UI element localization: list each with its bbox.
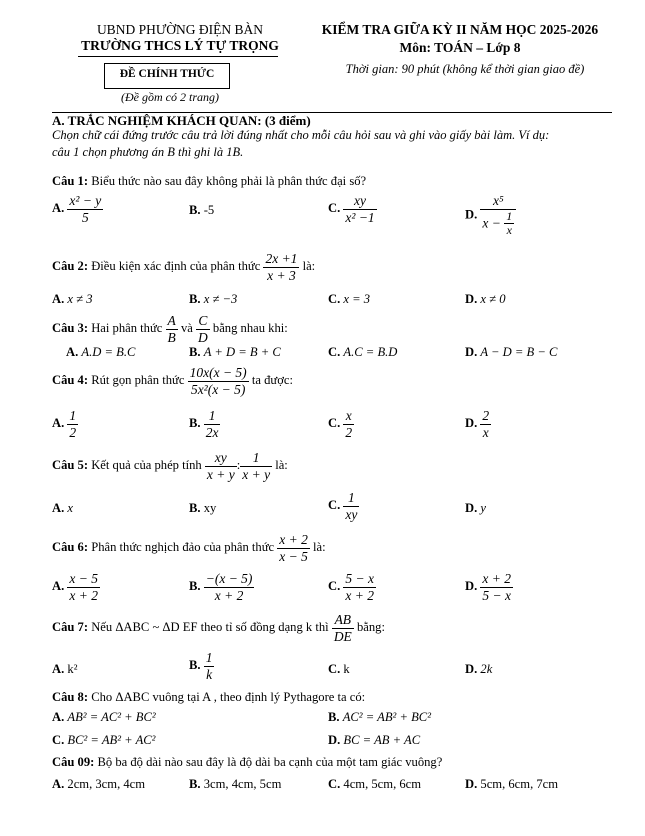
q4-c-den: 2: [345, 424, 353, 440]
q7-b-num: 1: [205, 650, 213, 665]
q6-d-den: 5 − x: [482, 587, 512, 603]
q3-option-b: [189, 345, 281, 360]
q2-b-label: B.: [189, 292, 201, 306]
q7-frac-den: DE: [333, 628, 352, 644]
q9-option-c: [328, 777, 421, 792]
q4-option-b: [189, 408, 220, 440]
q7-option-b: [189, 650, 214, 682]
q8-d-text: BC = AB + AC: [343, 733, 421, 747]
question-2: [52, 251, 315, 283]
time-line: Thời gian: 90 phút (không kể thời gian giao đề): [345, 62, 585, 76]
question-8: [52, 690, 365, 705]
q3-f1-num: A: [167, 313, 176, 328]
q8-b-text: AC² = AB² + BC²: [342, 710, 431, 724]
q5-a-text: x: [67, 501, 73, 515]
q9-d-text: 5cm, 6cm, 7cm: [480, 777, 559, 791]
q6-option-a: [52, 571, 100, 603]
question-1: [52, 174, 366, 189]
question-5: [52, 450, 288, 482]
q9-option-d: [465, 777, 558, 792]
q3-tail: bằng nhau khi:: [212, 320, 288, 335]
q3-a-text: A.D = B.C: [81, 345, 136, 359]
q5-d-text: y: [480, 501, 486, 515]
q1-d-inner-num: 1: [506, 208, 513, 223]
q2-a-text: x ≠ 3: [67, 292, 93, 306]
q7-d-label: D.: [465, 662, 478, 676]
q3-b-label: B.: [189, 345, 201, 359]
q4-b-den: 2x: [205, 424, 219, 440]
q6-option-d: [465, 571, 513, 603]
q4-b-num: 1: [204, 408, 221, 425]
q1-c-label: C.: [328, 200, 341, 215]
q1-option-d: [465, 193, 516, 238]
q7-c-text: k: [343, 662, 350, 676]
q3-option-d: [465, 345, 557, 360]
school-name: TRƯỜNG THCS LÝ TỰ TRỌNG: [81, 38, 279, 53]
q1-d-num: x⁵: [480, 193, 516, 210]
q1-a-label: A.: [52, 200, 65, 215]
q1-option-b: [189, 203, 214, 218]
q3-text: Hai phân thức: [91, 320, 163, 335]
q4-b-label: B.: [189, 415, 201, 430]
q6-frac-den: x − 5: [279, 548, 308, 564]
q7-b-label: B.: [189, 657, 201, 672]
question-6: [52, 532, 326, 564]
q5-f2-den: x + y: [242, 466, 271, 482]
q2-c-text: x = 3: [343, 292, 371, 306]
q5-a-label: A.: [52, 501, 65, 515]
q9-b-label: B.: [189, 777, 201, 791]
q8-option-a: [52, 710, 156, 725]
q5-b-label: B.: [189, 501, 201, 515]
q4-d-den: x: [482, 424, 489, 440]
q9-d-label: D.: [465, 777, 478, 791]
q7-frac-num: AB: [332, 612, 354, 629]
q6-frac-num: x + 2: [279, 532, 308, 547]
q9-a-text: 2cm, 3cm, 4cm: [67, 777, 146, 791]
subject-line: Môn: TOÁN – Lớp 8: [399, 40, 521, 55]
q8-a-text: AB² = AC² + BC²: [67, 710, 156, 724]
q5-option-c: [328, 490, 359, 522]
q3-c-label: C.: [328, 345, 341, 359]
pages-note: (Đề gồm có 2 trang): [121, 90, 219, 104]
q4-option-a: [52, 408, 78, 440]
q8-option-b: [328, 710, 431, 725]
q1-c-num: xy: [343, 193, 376, 210]
q3-option-a: [66, 345, 135, 360]
q2-d-label: D.: [465, 292, 478, 306]
q1-b-label: B.: [189, 203, 201, 217]
q3-d-label: D.: [465, 345, 478, 359]
q4-a-label: A.: [52, 415, 65, 430]
q5-f1-num: xy: [205, 450, 237, 467]
q5-label: Câu 5:: [52, 457, 89, 472]
q6-label: Câu 6:: [52, 539, 89, 554]
q4-text: Rút gọn phân thức: [91, 372, 185, 387]
q4-label: Câu 4:: [52, 372, 89, 387]
q4-frac-den: 5x²(x − 5): [190, 381, 246, 397]
question-3: [52, 313, 288, 345]
q9-b-text: 3cm, 4cm, 5cm: [203, 777, 282, 791]
q4-c-num: x: [343, 408, 354, 425]
q7-a-label: A.: [52, 662, 65, 676]
q1-d-den-pre: x −: [482, 214, 501, 230]
q1-label: Câu 1:: [52, 174, 89, 188]
q2-c-label: C.: [328, 292, 341, 306]
q4-frac-num: 10x(x − 5): [189, 365, 247, 380]
q1-d-label: D.: [465, 207, 478, 222]
q8-a-label: A.: [52, 710, 65, 724]
q8-option-c: [52, 733, 155, 748]
question-4: [52, 365, 293, 397]
q6-c-label: C.: [328, 578, 341, 593]
q1-d-inner-den: x: [506, 223, 512, 238]
q3-a-label: A.: [66, 345, 79, 359]
q9-a-label: A.: [52, 777, 65, 791]
q9-text: Bộ ba độ dài nào sau đây là độ dài ba cạnh của một tam giác vuông?: [97, 755, 443, 769]
official-label: ĐỀ CHÍNH THỨC: [119, 68, 215, 80]
q1-option-a: [52, 193, 103, 225]
q3-option-c: [328, 345, 397, 360]
q9-c-label: C.: [328, 777, 341, 791]
school-underline: [78, 56, 278, 57]
q4-d-num: 2: [482, 408, 490, 423]
instructions-line-2: câu 1 chọn phương án B thì ghi là 1B.: [52, 145, 244, 159]
q5-option-b: [189, 501, 216, 516]
q4-d-label: D.: [465, 415, 478, 430]
q3-c-text: A.C = B.D: [343, 345, 398, 359]
department-name: UBND PHƯỜNG ĐIỆN BÀN: [96, 22, 264, 37]
q2-option-a: [52, 292, 93, 307]
q5-tail: là:: [275, 457, 288, 472]
q2-label: Câu 2:: [52, 258, 89, 273]
q5-b-text: xy: [203, 501, 217, 515]
q3-f2-den: D: [198, 329, 208, 345]
q4-option-c: [328, 408, 354, 440]
q2-tail: là:: [302, 258, 316, 273]
q5-c-num: 1: [343, 490, 359, 507]
q7-a-text: k²: [67, 662, 78, 676]
q2-d-text: x ≠ 0: [480, 292, 506, 306]
q8-b-label: B.: [328, 710, 340, 724]
q3-b-text: A + D = B + C: [203, 345, 281, 359]
q2-text: Điều kiện xác định của phân thức: [91, 258, 261, 273]
q1-c-den: x² −1: [345, 209, 375, 225]
q1-a-den: 5: [81, 209, 89, 225]
q5-f2-num: 1: [240, 450, 272, 467]
q3-and: và: [180, 320, 193, 335]
q1-text: Biểu thức nào sau đây không phải là phân thức đại số?: [91, 174, 367, 188]
q6-c-den: x + 2: [345, 587, 375, 603]
q5-d-label: D.: [465, 501, 478, 515]
q8-d-label: D.: [328, 733, 341, 747]
q7-option-c: [328, 662, 350, 677]
q4-a-den: 2: [69, 424, 77, 440]
q2-option-c: [328, 292, 370, 307]
q2-a-label: A.: [52, 292, 65, 306]
q6-a-num: x − 5: [69, 571, 99, 586]
q6-b-label: B.: [189, 578, 201, 593]
q2-option-d: [465, 292, 506, 307]
q3-d-text: A − D = B − C: [480, 345, 558, 359]
q1-b-text: -5: [203, 203, 215, 217]
q6-a-den: x + 2: [69, 587, 99, 603]
q9-c-text: 4cm, 5cm, 6cm: [343, 777, 422, 791]
q3-f1-den: B: [167, 329, 176, 345]
q4-option-d: [465, 408, 491, 440]
q6-option-b: [189, 571, 254, 603]
q7-text: Nếu ΔABC ~ ΔD EF theo tỉ số đồng dạng k thì: [91, 619, 329, 634]
q1-option-c: [328, 193, 377, 225]
q5-c-label: C.: [328, 497, 341, 512]
q3-f2-num: C: [196, 313, 210, 330]
q7-option-a: [52, 662, 77, 677]
q6-c-num: 5 − x: [345, 571, 375, 586]
q8-text: Cho ΔABC vuông tại A , theo định lý Pythagore ta có:: [91, 690, 366, 704]
q2-frac-num: 2x +1: [265, 251, 298, 266]
q7-option-d: [465, 662, 492, 677]
q3-label: Câu 3:: [52, 320, 89, 335]
q6-d-label: D.: [465, 578, 478, 593]
q7-label: Câu 7:: [52, 619, 89, 634]
q7-b-den: k: [206, 666, 213, 682]
q6-tail: là:: [313, 539, 326, 554]
q5-option-a: [52, 501, 73, 516]
q4-c-label: C.: [328, 415, 341, 430]
q2-option-b: [189, 292, 237, 307]
q1-a-num: x² − y: [69, 193, 102, 208]
q8-c-label: C.: [52, 733, 65, 747]
q5-c-den: xy: [345, 506, 358, 522]
q7-c-label: C.: [328, 662, 341, 676]
q4-a-num: 1: [69, 408, 77, 423]
q6-d-num: x + 2: [482, 571, 512, 586]
q5-f1-den: x + y: [206, 466, 235, 482]
section-a-title: [52, 113, 311, 129]
q2-frac-den: x + 3: [267, 267, 296, 283]
q6-a-label: A.: [52, 578, 65, 593]
q5-text: Kết quả của phép tính: [91, 457, 202, 472]
section-a-title-text: A. TRẮC NGHIỆM KHÁCH QUAN: (3 điểm): [52, 113, 311, 128]
q8-label: Câu 8:: [52, 690, 89, 704]
instructions-line-1: Chọn chữ cái đứng trước câu trả lời đúng nhất cho mỗi câu hỏi sau và ghi vào giấy bài làm. Ví dụ:: [52, 128, 550, 142]
q6-text: Phân thức nghịch đảo của phân thức: [91, 539, 275, 554]
q6-b-num: −(x − 5): [205, 571, 253, 586]
q9-label: Câu 09:: [52, 755, 95, 769]
q7-tail: bằng:: [356, 619, 385, 634]
q6-option-c: [328, 571, 376, 603]
q4-tail: ta được:: [251, 372, 293, 387]
q8-option-d: [328, 733, 420, 748]
question-9: [52, 755, 442, 770]
q9-option-a: [52, 777, 145, 792]
q5-op: :: [236, 457, 241, 472]
q9-option-b: [189, 777, 281, 792]
q5-option-d: [465, 501, 486, 516]
question-7: [52, 612, 385, 644]
q7-d-text: 2k: [480, 662, 493, 676]
exam-title: KIỂM TRA GIỮA KỲ II NĂM HỌC 2025-2026: [321, 22, 599, 37]
q2-b-text: x ≠ −3: [203, 292, 238, 306]
q8-c-text: BC² = AB² + AC²: [67, 733, 156, 747]
q6-b-den: x + 2: [214, 587, 244, 603]
